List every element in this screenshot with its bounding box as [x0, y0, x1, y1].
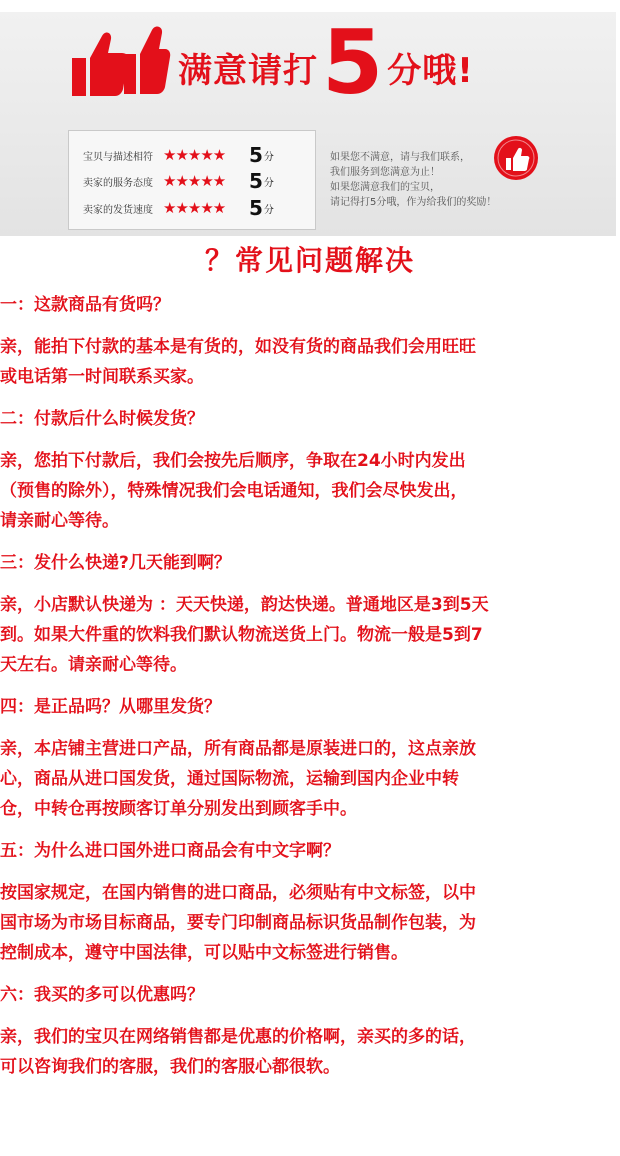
rating-label: 宝贝与描述相符	[83, 151, 153, 163]
rating-unit: 分	[263, 177, 274, 189]
note-line: 如果您满意我们的宝贝，	[330, 182, 440, 193]
faq-list	[0, 290, 616, 1094]
faq-question: 二：付款后什么时候发货？	[0, 409, 204, 429]
note-line: 我们服务到您满意为止！	[330, 167, 440, 178]
faq-answer: 按国家规定，在国内销售的进口商品，必须贴有中文标签，以中 国市场为市场目标商品，要专门印制商品标识货品制作包装，为 控制成本，遵守中国法律，可以贴中文标签进行销售。	[0, 883, 476, 963]
rating-score: 5	[249, 143, 263, 167]
star-icons: ★★★★★	[163, 146, 226, 164]
rating-row	[83, 143, 274, 167]
faq-question: 一：这款商品有货吗？	[0, 295, 170, 315]
faq-question: 四：是正品吗？从哪里发货？	[0, 697, 221, 717]
rating-unit: 分	[263, 204, 274, 216]
faq-answer: 亲，您拍下付款后，我们会按先后顺序，争取在24小时内发出 （预售的除外），特殊情况我们会电话通知，我们会尽快发出， 请亲耐心等待。	[0, 451, 468, 531]
rating-banner	[0, 12, 616, 236]
headline-pre: 满意请打	[178, 50, 318, 91]
thumbs-up-icon	[66, 24, 172, 104]
rating-label: 卖家的服务态度	[83, 177, 153, 189]
faq-answer: 亲，能拍下付款的基本是有货的，如没有货的商品我们会用旺旺 或电话第一时间联系买家。	[0, 337, 476, 387]
note-line: 请记得打5分哦，作为给我们的奖励！	[330, 197, 497, 208]
star-icons: ★★★★★	[163, 199, 226, 217]
rating-label: 卖家的发货速度	[83, 204, 153, 216]
headline-post: 分哦!	[387, 50, 474, 91]
faq-question: 五：为什么进口国外进口商品会有中文字啊？	[0, 841, 340, 861]
faq-answer: 亲，本店铺主营进口产品，所有商品都是原装进口的，这点亲放 心，商品从进口国发货，通过国际物流，运输到国内企业中转 仓，中转仓再按顾客订单分别发出到顾客手中。	[0, 739, 476, 819]
headline	[178, 11, 474, 114]
rating-row	[83, 196, 274, 220]
note-line: 如果您不满意，请与我们联系，	[330, 152, 470, 163]
headline-number: 5	[322, 11, 384, 114]
rating-row	[83, 169, 274, 193]
faq-answer: 亲，小店默认快递为 ：天天快递，韵达快递。普通地区是3到5天 到。如果大件重的饮料我们默认物流送货上门。物流一般是5到7 天左右。请亲耐心等待。	[0, 595, 489, 675]
star-icons: ★★★★★	[163, 172, 226, 190]
faq-answer: 亲，我们的宝贝在网络销售都是优惠的价格啊，亲买的多的话， 可以咨询我们的客服，我们的客服心都很软。	[0, 1027, 476, 1077]
rating-box	[68, 130, 316, 230]
rating-unit: 分	[263, 151, 274, 163]
thumbs-up-badge-icon	[492, 134, 540, 182]
faq-title: ？常见问题解决	[204, 244, 415, 277]
rating-score: 5	[249, 196, 263, 220]
faq-question: 三：发什么快递?几天能到啊？	[0, 553, 231, 573]
rating-score: 5	[249, 169, 263, 193]
faq-question: 六：我买的多可以优惠吗？	[0, 985, 204, 1005]
